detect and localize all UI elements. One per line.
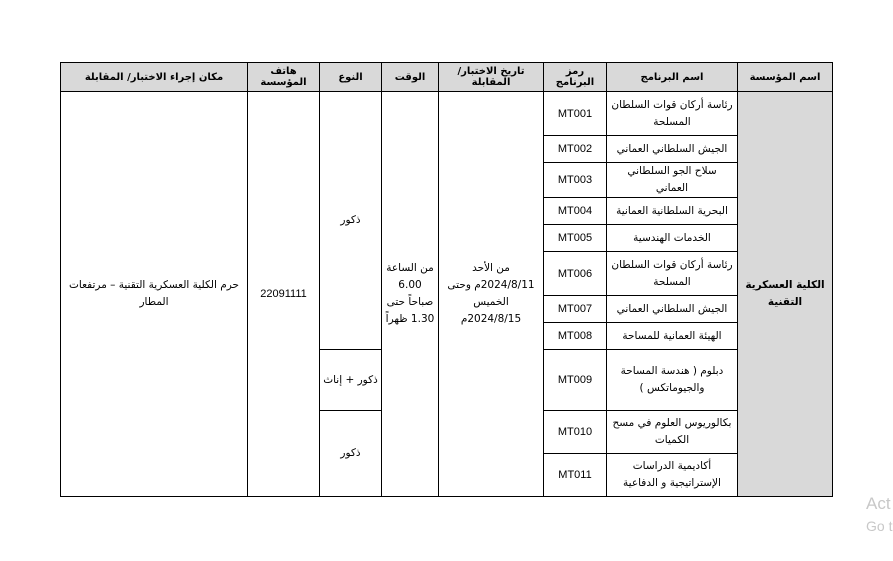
program-name: سلاح الجو السلطاني العماني bbox=[607, 163, 738, 198]
program-name: دبلوم ( هندسة المساحة والجيوماتكس ) bbox=[607, 350, 738, 411]
program-name: الخدمات الهندسية bbox=[607, 225, 738, 252]
program-name: رئاسة أركان قوات السلطان المسلحة bbox=[607, 252, 738, 296]
location-cell: حرم الكلية العسكرية التقنية – مرتفعات المطار bbox=[61, 92, 248, 497]
program-name: البحرية السلطانية العمانية bbox=[607, 198, 738, 225]
type-cell-mixed: ذكور + إناث bbox=[320, 350, 382, 411]
header-row bbox=[61, 63, 833, 92]
type-cell-male: ذكور bbox=[320, 92, 382, 350]
activation-watermark-title: Act bbox=[866, 494, 891, 513]
program-code: MT002 bbox=[544, 136, 607, 163]
program-name: الجيش السلطاني العماني bbox=[607, 296, 738, 323]
program-name: الهيئة العمانية للمساحة bbox=[607, 323, 738, 350]
header-program: اسم البرنامج bbox=[607, 63, 738, 92]
header-code: رمز البرنامج bbox=[544, 63, 607, 92]
date-cell: من الأحد 2024/8/11م وحتى الخميس 2024/8/15م bbox=[439, 92, 544, 497]
institution-cell: الكلية العسكرية التقنية bbox=[738, 92, 833, 497]
program-code: MT010 bbox=[544, 411, 607, 454]
program-code: MT011 bbox=[544, 454, 607, 497]
program-code: MT003 bbox=[544, 163, 607, 198]
phone-cell: 22091111 bbox=[248, 92, 320, 497]
program-name: بكالوريوس العلوم في مسح الكميات bbox=[607, 411, 738, 454]
table-row bbox=[61, 92, 833, 136]
program-code: MT009 bbox=[544, 350, 607, 411]
type-cell-male-2: ذكور bbox=[320, 411, 382, 497]
program-code: MT001 bbox=[544, 92, 607, 136]
header-location: مكان إجراء الاختبار/ المقابلة bbox=[61, 63, 248, 92]
program-code: MT005 bbox=[544, 225, 607, 252]
schedule-table bbox=[60, 62, 833, 497]
program-code: MT008 bbox=[544, 323, 607, 350]
time-cell: من الساعة 6.00 صباحاً حتى 1.30 ظهراً bbox=[382, 92, 439, 497]
header-institution: اسم المؤسسة bbox=[738, 63, 833, 92]
program-name: رئاسة أركان قوات السلطان المسلحة bbox=[607, 92, 738, 136]
header-date: تاريخ الاختبار/المقابلة bbox=[439, 63, 544, 92]
header-time: الوقت bbox=[382, 63, 439, 92]
program-code: MT004 bbox=[544, 198, 607, 225]
program-name: الجيش السلطاني العماني bbox=[607, 136, 738, 163]
program-code: MT007 bbox=[544, 296, 607, 323]
program-code: MT006 bbox=[544, 252, 607, 296]
header-phone: هاتف المؤسسة bbox=[248, 63, 320, 92]
header-type: النوع bbox=[320, 63, 382, 92]
program-name: أكاديمية الدراسات الإستراتيجية و الدفاعية bbox=[607, 454, 738, 497]
activation-watermark-subtitle: Go t bbox=[866, 518, 893, 534]
